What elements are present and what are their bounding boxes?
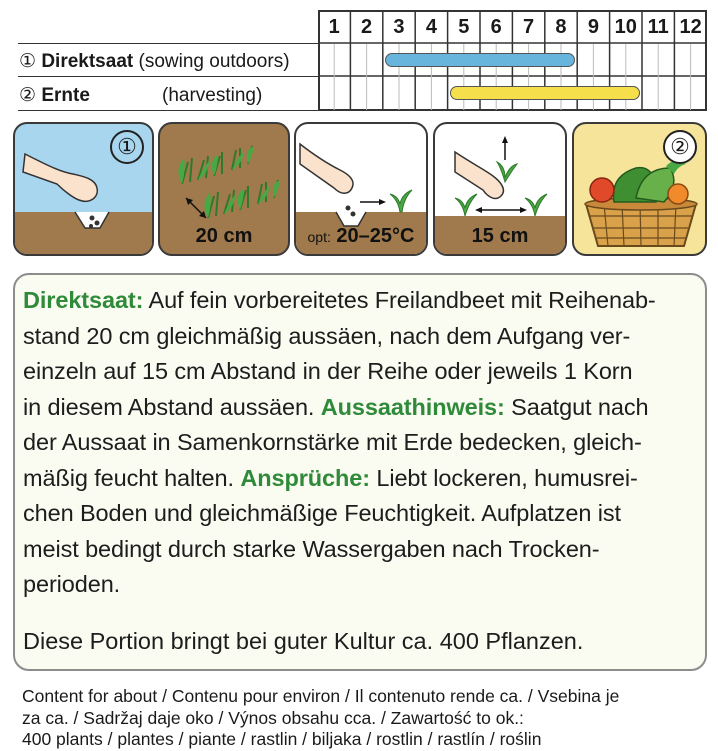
harvest-badge: ② [663,130,697,164]
calendar-row-direktsaat [19,48,290,75]
instruction-body: in diesem Abstand aussäen. [23,393,321,420]
instruction-body: der Aussaat in Samenkornstärke mit Erde bedecken, gleich- [23,429,642,455]
temperature-label [296,225,426,248]
instructions-text [23,283,695,603]
instruction-heading: Direktsaat: [23,287,144,313]
instruction-heading: Ansprüche: [240,464,370,491]
portion-note: Diese Portion bringt bei guter Kultur ca. 400 Pflanzen. [23,628,584,654]
sowing-tile [13,122,154,256]
month-label: 2 [361,16,373,38]
month-label: 12 [679,16,702,38]
month-label: 4 [425,16,437,38]
footer-line: za ca. / Sadržaj daje oko / Výnos obsahu cca. / Zawartość to ok.: [22,707,524,728]
sowing-period-bar [385,53,575,67]
month-label: 6 [490,16,502,38]
month-label: 10 [614,16,637,38]
instruction-body: Liebt lockeren, humusrei- [369,464,638,491]
month-label: 9 [587,16,599,38]
calendar-row-ernte [19,82,263,109]
month-label: 3 [393,16,405,38]
harvest-period-bar [450,86,640,100]
instruction-body: mäßig feucht halten. [23,464,241,491]
temperature-tile [294,122,428,256]
instruction-body: chen Boden und gleichmäßige Feuchtigkeit. Aufplatzen ist [23,500,621,526]
instruction-body: Auf fein vorbereitetes Freilandbeet mit Reihenab- [143,287,656,313]
row-spacing-label: 20 cm [195,225,253,247]
temperature-value: 20–25°C [336,225,415,247]
instruction-body: meist bedingt durch starke Wassergaben nach Trocken- [23,535,600,562]
footer-line: 400 plants / plantes / piante / rastlin / biljaka / rostlin / rastlín / roślin [22,729,542,749]
row-marker: ② [19,85,37,106]
month-label: 11 [647,16,669,38]
harvest-tile [572,122,707,256]
multilingual-footer [22,686,712,751]
row-marker: ① [19,51,37,72]
plant-spacing-tile [433,122,567,256]
month-label: 1 [328,16,340,38]
instruction-body: stand 20 cm gleichmäßig aussäen, nach dem Aufgang ver- [23,322,631,349]
row-translation: (harvesting) [162,85,263,106]
instruction-heading: Aussaathinweis: [320,393,505,420]
sowing-badge: ① [110,130,144,164]
month-label: 8 [555,16,567,38]
plant-spacing-label: 15 cm [471,225,529,247]
footer-line: Content for about / Contenu pour environ / Il contenuto rende ca. / Vsebina je [22,686,620,706]
row-spacing-tile [158,122,290,256]
row-name: Direktsaat [41,51,134,72]
row-name: Ernte [41,85,90,106]
temperature-prefix: opt: [307,229,331,245]
instruction-body: Saatgut nach [504,393,649,420]
month-label: 7 [523,16,535,38]
instruction-body: einzeln auf 15 cm Abstand in der Reihe oder jeweils 1 Korn [23,358,633,384]
instruction-body: perioden. [23,571,121,597]
row-translation: (sowing outdoors) [138,51,290,72]
month-label: 5 [458,16,470,38]
